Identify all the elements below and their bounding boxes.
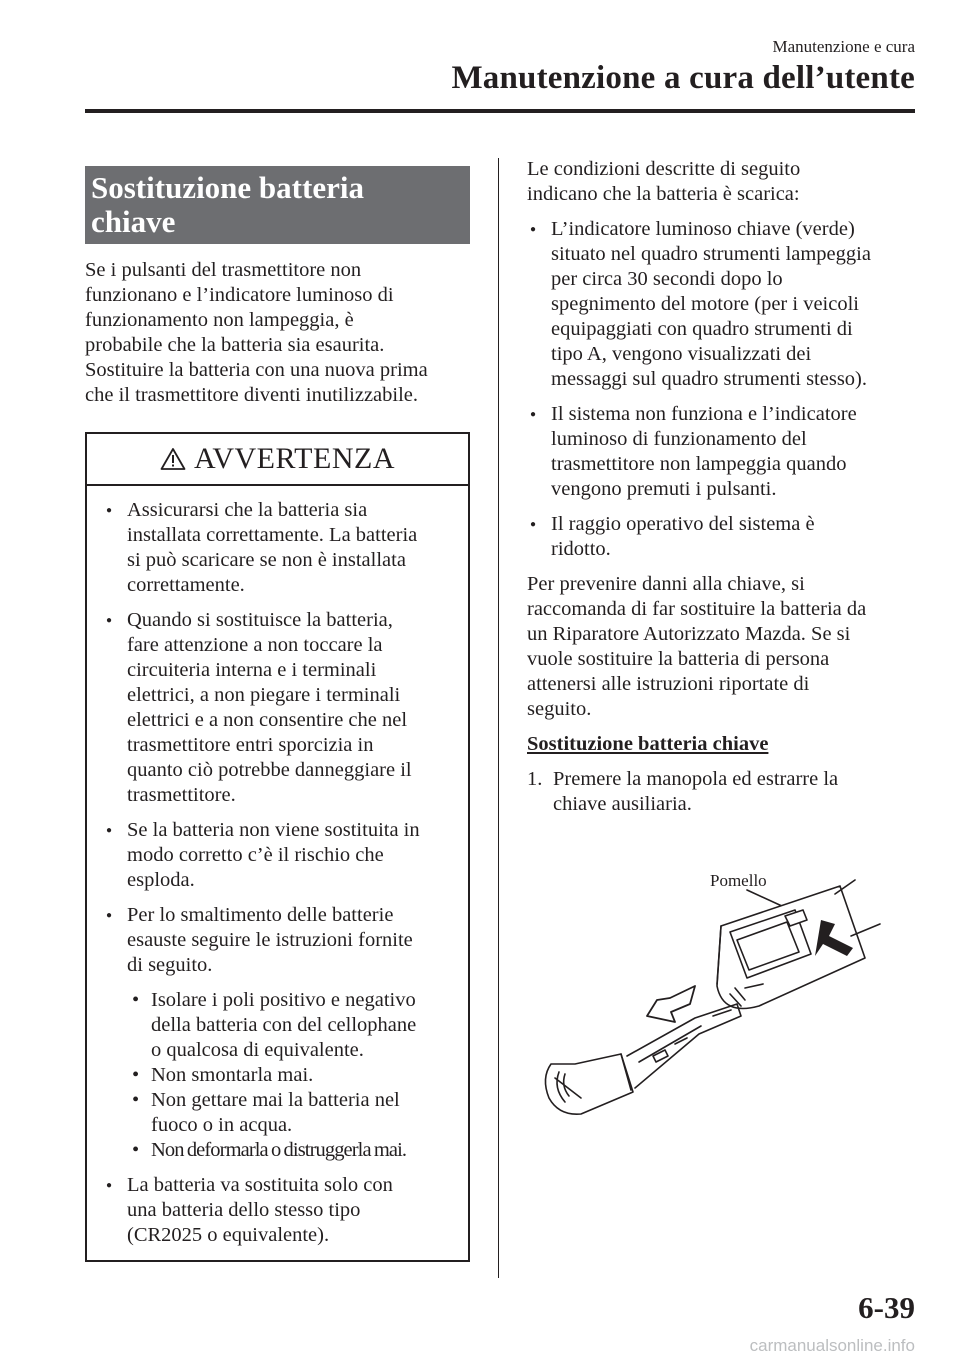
text-line: fuoco o in acqua.: [151, 1114, 293, 1136]
text-line: vuole sostituire la batteria di persona: [527, 648, 830, 670]
text-line: vengono premuti i pulsanti.: [551, 478, 777, 500]
warning-body: [87, 486, 468, 1260]
condition-bullet: [527, 217, 917, 392]
text-line: o qualcosa di equivalente.: [151, 1039, 364, 1061]
left-column: [85, 166, 470, 1262]
text-line: equipaggiati con quadro strumenti di: [551, 318, 853, 340]
text-line: situato nel quadro strumenti lampeggia: [551, 243, 871, 265]
text-line: ● La batteria va sostituita solo con: [127, 1174, 393, 1196]
section-title-line: chiave: [91, 204, 176, 239]
text-line: ● Per lo smaltimento delle batterie: [127, 904, 394, 926]
text-line: per circa 30 secondi dopo lo: [551, 268, 783, 290]
text-line: funzionamento non lampeggia, è: [85, 309, 354, 331]
text-line: esauste seguire le istruzioni fornite: [127, 929, 413, 951]
condition-bullet: [527, 402, 917, 502]
text-line: seguito.: [527, 698, 592, 720]
text-line: Le condizioni descritte di seguito: [527, 158, 801, 180]
page-number: 6-39: [858, 1290, 915, 1325]
text-line: esploda.: [127, 869, 195, 891]
right-column: [527, 157, 917, 817]
warning-bullet: [103, 1173, 454, 1248]
key-removal-drawing: [535, 866, 920, 1146]
text-line: elettrici, a non piegare i terminali: [127, 684, 401, 706]
intro-paragraph: [85, 258, 470, 408]
text-line: ● Il raggio operativo del sistema è: [551, 513, 815, 535]
sub-bullet: [127, 1138, 454, 1163]
text-line: quanto ciò potrebbe danneggiare il: [127, 759, 412, 781]
procedure-step: [527, 767, 917, 817]
text-line: tipo A, vengono visualizzati dei: [551, 343, 812, 365]
text-line: ● Assicurarsi che la batteria sia: [127, 499, 368, 521]
warning-heading: AVVERTENZA: [194, 442, 395, 475]
text-line: circuiteria interna e i terminali: [127, 659, 377, 681]
figure-label: Pomello: [710, 871, 767, 890]
conditions-intro: [527, 157, 917, 207]
text-line: ● Se la batteria non viene sostituita in: [127, 819, 420, 841]
warning-bullet: [103, 608, 454, 808]
text-line: un Riparatore Autorizzato Mazda. Se si: [527, 623, 851, 645]
text-line: spegnimento del motore (per i veicoli: [551, 293, 859, 315]
text-line: di seguito.: [127, 954, 213, 976]
text-line: trasmettitore.: [127, 784, 236, 806]
header-section-title: Manutenzione e cura: [772, 37, 915, 56]
text-line: correttamente.: [127, 574, 245, 596]
watermark: carmanualsonline.info: [749, 1336, 915, 1355]
text-line: ● Il sistema non funziona e l’indicatore: [551, 403, 857, 425]
sub-bullet: [127, 1088, 454, 1138]
text-line: installata correttamente. La batteria: [127, 524, 418, 546]
condition-bullet: [527, 512, 917, 562]
header-chapter-title: Manutenzione a cura dell’utente: [451, 60, 915, 96]
text-line: Se i pulsanti del trasmettitore non: [85, 259, 362, 281]
text-line: chiave ausiliaria.: [553, 793, 692, 815]
text-line: ● Quando si sostituisce la batteria,: [127, 609, 393, 631]
section-title-box: [85, 166, 470, 244]
text-line: trasmettitore entri sporcizia in: [127, 734, 374, 756]
text-line: Per prevenire danni alla chiave, si: [527, 573, 805, 595]
text-line: raccomanda di far sostituire la batteria da: [527, 598, 867, 620]
text-line: • Non gettare mai la batteria nel: [151, 1089, 400, 1111]
warning-triangle-icon: [160, 447, 186, 471]
text-line: Sostituire la batteria con una nuova prima: [85, 359, 428, 381]
text-line: trasmettitore non lampeggia quando: [551, 453, 847, 475]
text-line: probabile che la batteria sia esaurita.: [85, 334, 385, 356]
text-line: una batteria dello stesso tipo: [127, 1199, 361, 1221]
text-line: ridotto.: [551, 538, 611, 560]
disposal-sub-list: [103, 988, 454, 1163]
warning-bullet: [103, 903, 454, 978]
text-line: fare attenzione a non toccare la: [127, 634, 383, 656]
key-illustration: [535, 866, 920, 1146]
text-line: funzionano e l’indicatore luminoso di: [85, 284, 394, 306]
text-line: • Non smontarla mai.: [151, 1064, 314, 1086]
warning-box: [85, 432, 470, 1262]
service-paragraph: [527, 572, 917, 722]
text-line: modo corretto c’è il rischio che: [127, 844, 384, 866]
text-line: • Isolare i poli positivo e negativo: [151, 989, 416, 1011]
text-line: si può scaricare se non è installata: [127, 549, 406, 571]
procedure-heading: Sostituzione batteria chiave: [527, 733, 769, 755]
text-line: elettrici e a non consentire che nel: [127, 709, 408, 731]
text-line: Premere la manopola ed estrarre la: [553, 768, 839, 790]
section-title-line: Sostituzione batteria: [91, 170, 364, 205]
text-line: indicano che la batteria è scarica:: [527, 183, 800, 205]
text-line: • Non deformarla o distruggerla mai.: [151, 1139, 407, 1161]
text-line: attenersi alle istruzioni riportate di: [527, 673, 810, 695]
column-divider: [498, 158, 499, 1278]
text-line: (CR2025 o equivalente).: [127, 1224, 330, 1246]
warning-bullet: [103, 498, 454, 598]
text-line: della batteria con del cellophane: [151, 1014, 417, 1036]
warning-bullet: [103, 818, 454, 893]
text-line: ● L’indicatore luminoso chiave (verde): [551, 218, 855, 240]
text-line: che il trasmettitore diventi inutilizzabile.: [85, 384, 419, 406]
sub-bullet: [127, 988, 454, 1063]
warning-header: [87, 434, 468, 486]
step-number: 1.: [527, 768, 543, 790]
header-rule: [85, 109, 915, 113]
text-line: luminoso di funzionamento del: [551, 428, 807, 450]
text-line: messaggi sul quadro strumenti stesso).: [551, 368, 868, 390]
sub-bullet: [127, 1063, 454, 1088]
